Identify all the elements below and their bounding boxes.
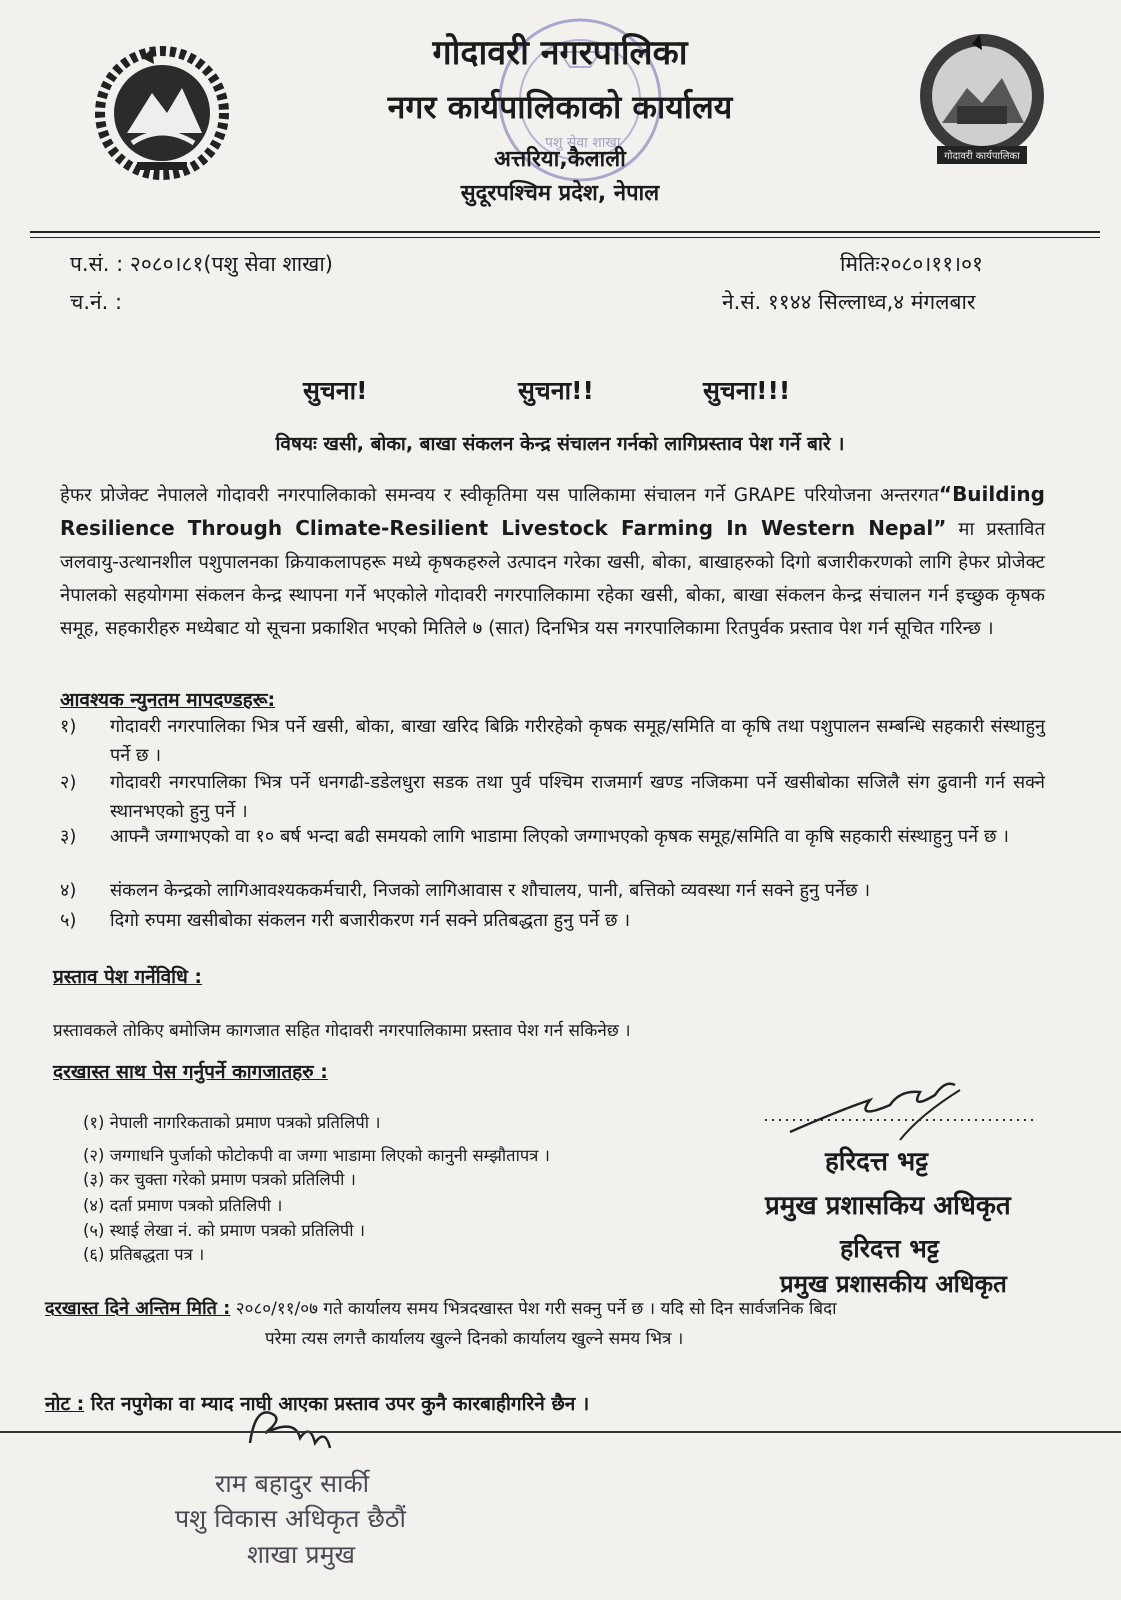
- criteria-item: [60, 906, 1045, 935]
- criteria-text: गोदावरी नगरपालिका भित्र पर्ने धनगढी-डडेलधुरा सडक तथा पुर्व पश्चिम राजमार्ग खण्ड नजिकमा पर्ने खसीबोका सजिलै संग ढुवानी गर्न सक्ने स्थानभएको हुनु पर्ने ।: [110, 772, 1045, 822]
- body-text-2: मा प्रस्तावित जलवायु-उत्थानशील पशुपालनका क्रियाकलापहरू मध्ये कृषकहरुले उत्पादन गरेका खसी, बोका, बाखाहरुको दिगो बजारीकरणको लागि हेफर प्रोजेक्ट नेपालको सहयोगमा संकलन केन्द्र स्थापना गर्ने भएकोले गोदावरी नगरपालिकामा रहेका खसी, बोका, बाखा संकलन केन्द्र संचालन गर्न इच्छुक कृषक समूह, सहकारीहरु मध्येबाट यो सूचना प्रकाशित भएको मितिले ७ (सात) दिनभित्र यस नगरपालिकामा रितपुर्वक प्रस्ताव पेश गर्न सूचित गरिन्छ ।: [60, 519, 1045, 639]
- notice-word-1: सुचना!: [303, 376, 368, 405]
- body-text-1: हेफर प्रोजेक्ट नेपालले गोदावरी नगरपालिकाको समन्वय र स्वीकृतिमा यस पालिकामा संचालन गर्ने GRAPE परियोजना अन्तरगत: [60, 485, 939, 506]
- criteria-item: [60, 712, 1045, 770]
- dispatch-number: च.नं. :: [70, 290, 123, 314]
- signatory-title: प्रमुख प्रशासकिय अधिकृत: [765, 1191, 1011, 1221]
- document-item: (६) प्रतिबद्धता पत्र ।: [83, 1245, 205, 1264]
- deadline: [45, 1294, 1005, 1324]
- criteria-num: ५): [60, 910, 77, 931]
- bottom-divider: [0, 1431, 1121, 1433]
- procedure-title: प्रस्ताव पेश गर्नेविधि :: [53, 966, 203, 988]
- office-title: गोदावरी नगरपालिका: [432, 33, 688, 73]
- criteria-title: आवश्यक न्युनतम मापदण्डहरू:: [60, 689, 276, 711]
- office-city: अत्तरिया,कैलाली: [494, 147, 626, 172]
- document-item: (१) नेपाली नागरिकताको प्रमाण पत्रको प्रतिलिपी ।: [83, 1113, 381, 1132]
- logo-caption: गोदावरी कार्यपालिका: [944, 151, 1020, 162]
- municipality-logo: [902, 28, 1062, 173]
- document-item: (५) स्थाई लेखा नं. को प्रमाण पत्रको प्रतिलिपी ।: [83, 1221, 366, 1240]
- deadline-text: २०८०/११/०७ गते कार्यालय समय भित्रदखास्त पेश गरी सक्नु पर्ने छ । यदि सो दिन सार्वजनिक बिदा: [230, 1299, 837, 1319]
- signature-image: [760, 1070, 1040, 1145]
- signatory-name: हरिदत्त भट्ट: [825, 1147, 928, 1177]
- signatory-stamp-name: हरिदत्त भट्ट: [840, 1234, 940, 1263]
- criteria-text: दिगो रुपमा खसीबोका संकलन गरी बजारीकरण गर्न सक्ने प्रतिबद्धता हुनु पर्ने छ ।: [110, 910, 631, 931]
- criteria-text: संकलन केन्द्रको लागिआवश्यककर्मचारी, निजको लागिआवास र शौचालय, पानी, बत्तिको व्यवस्था गर्न सक्ने हुनु पर्नेछ ।: [110, 880, 871, 901]
- criteria-num: ४): [60, 880, 77, 901]
- document-item: (२) जग्गाधनि पुर्जाको फोटोकपी वा जग्गा भाडामा लिएको कानुनी सम्झौतापत्र ।: [83, 1146, 550, 1165]
- criteria-text: आफ्नै जग्गाभएको वा १० बर्ष भन्दा बढी समयको लागि भाडामा लिएको जग्गाभएको कृषक समूह/समिति वा कृषि सहकारी संस्थाहुनु पर्ने छ ।: [110, 826, 1009, 847]
- nepal-emblem-logo: [82, 38, 242, 188]
- nepal-sambat-date: ने.सं. ११४४ सिल्लाध्व,४ मंगलबार: [722, 290, 976, 314]
- criteria-item: [60, 768, 1045, 826]
- deadline-continuation: परेमा त्यस लगत्तै कार्यालय खुल्ने दिनको कार्यालय खुल्ने समय भित्र ।: [265, 1329, 684, 1349]
- deadline-label: दरखास्त दिने अन्तिम मिति :: [45, 1298, 231, 1319]
- project-title: “Building Resilience Through Climate-Resilient Livestock Farming In Western Nepal”: [60, 482, 1045, 540]
- section-head-title: पशु विकास अधिकृत छैठौं: [175, 1504, 406, 1533]
- criteria-num: ३): [60, 826, 77, 847]
- note-label: नोट :: [45, 1393, 85, 1415]
- criteria-item: [60, 876, 1045, 905]
- header-divider-thin: [30, 237, 1100, 238]
- stamp-text: पशु सेवा शाखा: [545, 135, 621, 151]
- notice-word-3: सुचना!!!: [703, 376, 791, 405]
- notice-word-2: सुचना!!: [518, 376, 594, 405]
- documents-title: दरखास्त साथ पेस गर्नुपर्ने कागजातहरु :: [53, 1061, 328, 1083]
- procedure-text: प्रस्तावकले तोकिए बमोजिम कागजात सहित गोदावरी नगरपालिकामा प्रस्ताव पेश गर्न सकिनेछ ।: [53, 1021, 631, 1041]
- header-divider: [30, 231, 1100, 233]
- date: मितिः२०८०।११।०१: [840, 252, 983, 276]
- office-subtitle: नगर कार्यपालिकाको कार्यालय: [387, 88, 733, 126]
- section-head-role: शाखा प्रमुख: [247, 1540, 355, 1569]
- document-item: (३) कर चुक्ता गरेको प्रमाण पत्रको प्रतिलिपी ।: [83, 1170, 356, 1189]
- criteria-text: गोदावरी नगरपालिका भित्र पर्ने खसी, बोका, बाखा खरिद बिक्रि गरीरहेको कृषक समूह/समिति वा कृषि तथा पशुपालन सम्बन्धि सहकारी संस्थाहुनु पर्ने छ ।: [110, 716, 1045, 766]
- signatory-stamp-title: प्रमुख प्रशासकीय अधिकृत: [780, 1270, 1007, 1298]
- section-head-name: राम बहादुर सार्की: [215, 1469, 370, 1498]
- notice-subject: विषयः खसी, बोका, बाखा संकलन केन्द्र संचालन गर्नको लागिप्रस्ताव पेश गर्ने बारे ।: [275, 433, 845, 455]
- note-text: रित नपुगेका वा म्याद नाघी आएका प्रस्ताव उपर कुनै कारबाहीगरिने छैन ।: [84, 1393, 590, 1415]
- section-head-signature: [240, 1398, 350, 1458]
- reference-number: प.सं. : २०८०।८१(पशु सेवा शाखा): [70, 252, 333, 276]
- notice-body: [60, 478, 1045, 645]
- criteria-item: [60, 822, 1045, 851]
- criteria-num: २): [60, 772, 77, 793]
- document-item: (४) दर्ता प्रमाण पत्रको प्रतिलिपी ।: [83, 1196, 283, 1215]
- criteria-num: १): [60, 716, 77, 737]
- office-province: सुदूरपश्चिम प्रदेश, नेपाल: [460, 181, 660, 206]
